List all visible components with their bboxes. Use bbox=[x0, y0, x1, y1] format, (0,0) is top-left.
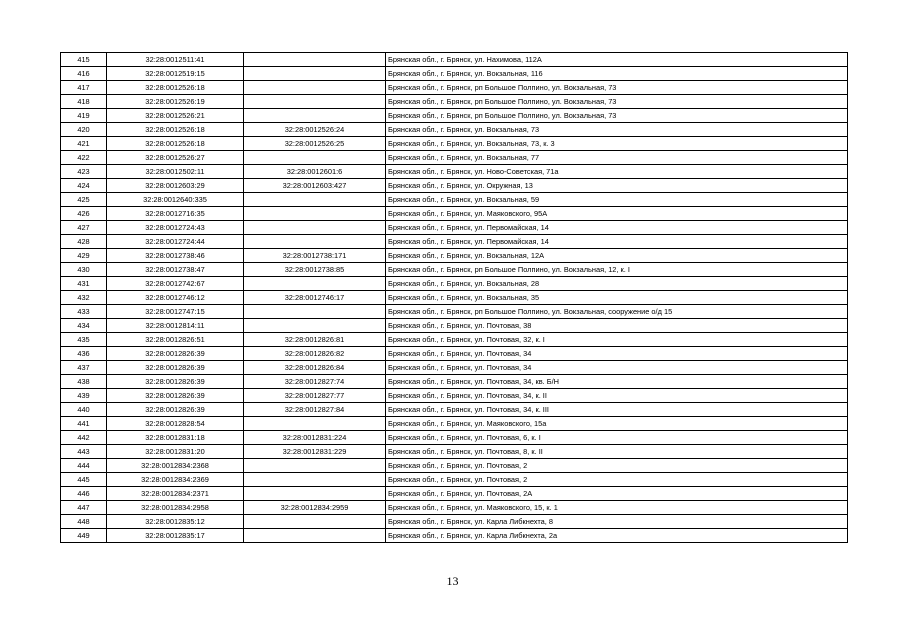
address-cell: Брянская обл., г. Брянск, ул. Почтовая, 34, кв. Б/Н bbox=[386, 375, 848, 389]
row-number-cell: 431 bbox=[61, 277, 107, 291]
row-number-cell: 434 bbox=[61, 319, 107, 333]
related-cadastral-number-cell bbox=[244, 207, 386, 221]
table-row bbox=[61, 375, 848, 389]
table-row bbox=[61, 459, 848, 473]
row-number-cell: 420 bbox=[61, 123, 107, 137]
table-row bbox=[61, 445, 848, 459]
table-row bbox=[61, 347, 848, 361]
row-number-cell: 417 bbox=[61, 81, 107, 95]
cadastral-number-cell: 32:28:0012826:39 bbox=[107, 375, 244, 389]
related-cadastral-number-cell bbox=[244, 459, 386, 473]
cadastral-number-cell: 32:28:0012716:35 bbox=[107, 207, 244, 221]
address-cell: Брянская обл., г. Брянск, ул. Почтовая, 32, к. I bbox=[386, 333, 848, 347]
address-cell: Брянская обл., г. Брянск, рп Большое Полпино, ул. Вокзальная, 12, к. I bbox=[386, 263, 848, 277]
table-row bbox=[61, 487, 848, 501]
table-row bbox=[61, 417, 848, 431]
cadastral-number-cell: 32:28:0012826:39 bbox=[107, 389, 244, 403]
row-number-cell: 425 bbox=[61, 193, 107, 207]
address-cell: Брянская обл., г. Брянск, рп Большое Полпино, ул. Вокзальная, 73 bbox=[386, 81, 848, 95]
address-cell: Брянская обл., г. Брянск, ул. Вокзальная, 73 bbox=[386, 123, 848, 137]
cadastral-number-cell: 32:28:0012519:15 bbox=[107, 67, 244, 81]
address-cell: Брянская обл., г. Брянск, ул. Маяковского, 15, к. 1 bbox=[386, 501, 848, 515]
address-cell: Брянская обл., г. Брянск, ул. Окружная, 13 bbox=[386, 179, 848, 193]
table-row bbox=[61, 249, 848, 263]
row-number-cell: 430 bbox=[61, 263, 107, 277]
row-number-cell: 442 bbox=[61, 431, 107, 445]
table-row bbox=[61, 431, 848, 445]
cadastral-number-cell: 32:28:0012834:2371 bbox=[107, 487, 244, 501]
address-cell: Брянская обл., г. Брянск, ул. Вокзальная, 28 bbox=[386, 277, 848, 291]
cadastral-number-cell: 32:28:0012526:18 bbox=[107, 81, 244, 95]
table-row bbox=[61, 319, 848, 333]
address-cell: Брянская обл., г. Брянск, рп Большое Полпино, ул. Вокзальная, сооружение о/д 15 bbox=[386, 305, 848, 319]
row-number-cell: 424 bbox=[61, 179, 107, 193]
table-row bbox=[61, 221, 848, 235]
cadastral-number-cell: 32:28:0012826:39 bbox=[107, 347, 244, 361]
row-number-cell: 421 bbox=[61, 137, 107, 151]
related-cadastral-number-cell: 32:28:0012826:82 bbox=[244, 347, 386, 361]
cadastral-number-cell: 32:28:0012526:21 bbox=[107, 109, 244, 123]
related-cadastral-number-cell: 32:28:0012827:84 bbox=[244, 403, 386, 417]
row-number-cell: 418 bbox=[61, 95, 107, 109]
row-number-cell: 422 bbox=[61, 151, 107, 165]
address-cell: Брянская обл., г. Брянск, ул. Почтовая, 8, к. II bbox=[386, 445, 848, 459]
cadastral-number-cell: 32:28:0012826:39 bbox=[107, 361, 244, 375]
related-cadastral-number-cell: 32:28:0012603:427 bbox=[244, 179, 386, 193]
cadastral-number-cell: 32:28:0012831:20 bbox=[107, 445, 244, 459]
table-row bbox=[61, 501, 848, 515]
row-number-cell: 432 bbox=[61, 291, 107, 305]
address-cell: Брянская обл., г. Брянск, ул. Ново-Советская, 71а bbox=[386, 165, 848, 179]
address-cell: Брянская обл., г. Брянск, ул. Вокзальная, 59 bbox=[386, 193, 848, 207]
cadastral-number-cell: 32:28:0012826:51 bbox=[107, 333, 244, 347]
cadastral-number-cell: 32:28:0012603:29 bbox=[107, 179, 244, 193]
address-cell: Брянская обл., г. Брянск, ул. Маяковского, 15а bbox=[386, 417, 848, 431]
table-row bbox=[61, 529, 848, 543]
cadastral-number-cell: 32:28:0012724:43 bbox=[107, 221, 244, 235]
row-number-cell: 415 bbox=[61, 53, 107, 67]
table-body bbox=[61, 53, 848, 543]
cadastral-number-cell: 32:28:0012834:2958 bbox=[107, 501, 244, 515]
row-number-cell: 440 bbox=[61, 403, 107, 417]
related-cadastral-number-cell bbox=[244, 305, 386, 319]
related-cadastral-number-cell: 32:28:0012826:84 bbox=[244, 361, 386, 375]
related-cadastral-number-cell: 32:28:0012826:81 bbox=[244, 333, 386, 347]
cadastral-number-cell: 32:28:0012511:41 bbox=[107, 53, 244, 67]
row-number-cell: 448 bbox=[61, 515, 107, 529]
address-cell: Брянская обл., г. Брянск, ул. Почтовая, 34, к. II bbox=[386, 389, 848, 403]
table-row bbox=[61, 473, 848, 487]
related-cadastral-number-cell: 32:28:0012834:2959 bbox=[244, 501, 386, 515]
row-number-cell: 439 bbox=[61, 389, 107, 403]
address-cell: Брянская обл., г. Брянск, ул. Почтовая, 34, к. III bbox=[386, 403, 848, 417]
table-row bbox=[61, 53, 848, 67]
address-cell: Брянская обл., г. Брянск, ул. Вокзальная, 73, к. 3 bbox=[386, 137, 848, 151]
cadastral-number-cell: 32:28:0012526:27 bbox=[107, 151, 244, 165]
table-row bbox=[61, 137, 848, 151]
related-cadastral-number-cell bbox=[244, 319, 386, 333]
related-cadastral-number-cell bbox=[244, 235, 386, 249]
related-cadastral-number-cell bbox=[244, 81, 386, 95]
row-number-cell: 436 bbox=[61, 347, 107, 361]
table-row bbox=[61, 151, 848, 165]
table-row bbox=[61, 165, 848, 179]
related-cadastral-number-cell bbox=[244, 473, 386, 487]
cadastral-number-cell: 32:28:0012828:54 bbox=[107, 417, 244, 431]
related-cadastral-number-cell bbox=[244, 95, 386, 109]
row-number-cell: 438 bbox=[61, 375, 107, 389]
table-row bbox=[61, 235, 848, 249]
table-row bbox=[61, 361, 848, 375]
cadastral-number-cell: 32:28:0012746:12 bbox=[107, 291, 244, 305]
cadastral-number-cell: 32:28:0012826:39 bbox=[107, 403, 244, 417]
cadastral-number-cell: 32:28:0012835:12 bbox=[107, 515, 244, 529]
address-cell: Брянская обл., г. Брянск, ул. Вокзальная, 116 bbox=[386, 67, 848, 81]
related-cadastral-number-cell: 32:28:0012746:17 bbox=[244, 291, 386, 305]
row-number-cell: 419 bbox=[61, 109, 107, 123]
table-row bbox=[61, 291, 848, 305]
cadastral-number-cell: 32:28:0012724:44 bbox=[107, 235, 244, 249]
cadastral-number-cell: 32:28:0012502:11 bbox=[107, 165, 244, 179]
table-row bbox=[61, 193, 848, 207]
related-cadastral-number-cell bbox=[244, 221, 386, 235]
cadastral-number-cell: 32:28:0012640:335 bbox=[107, 193, 244, 207]
row-number-cell: 435 bbox=[61, 333, 107, 347]
related-cadastral-number-cell: 32:28:0012526:24 bbox=[244, 123, 386, 137]
related-cadastral-number-cell bbox=[244, 277, 386, 291]
table-row bbox=[61, 515, 848, 529]
table-row bbox=[61, 207, 848, 221]
related-cadastral-number-cell bbox=[244, 67, 386, 81]
row-number-cell: 441 bbox=[61, 417, 107, 431]
related-cadastral-number-cell: 32:28:0012827:77 bbox=[244, 389, 386, 403]
address-cell: Брянская обл., г. Брянск, рп Большое Полпино, ул. Вокзальная, 73 bbox=[386, 95, 848, 109]
related-cadastral-number-cell bbox=[244, 53, 386, 67]
table-row bbox=[61, 333, 848, 347]
address-cell: Брянская обл., г. Брянск, ул. Вокзальная, 35 bbox=[386, 291, 848, 305]
address-cell: Брянская обл., г. Брянск, ул. Вокзальная, 77 bbox=[386, 151, 848, 165]
cadastral-number-cell: 32:28:0012747:15 bbox=[107, 305, 244, 319]
cadastral-number-cell: 32:28:0012526:18 bbox=[107, 137, 244, 151]
row-number-cell: 444 bbox=[61, 459, 107, 473]
table-row bbox=[61, 263, 848, 277]
row-number-cell: 446 bbox=[61, 487, 107, 501]
cadastral-number-cell: 32:28:0012834:2368 bbox=[107, 459, 244, 473]
address-cell: Брянская обл., г. Брянск, ул. Почтовая, 34 bbox=[386, 347, 848, 361]
related-cadastral-number-cell: 32:28:0012738:171 bbox=[244, 249, 386, 263]
row-number-cell: 433 bbox=[61, 305, 107, 319]
address-cell: Брянская обл., г. Брянск, ул. Маяковского, 95А bbox=[386, 207, 848, 221]
related-cadastral-number-cell bbox=[244, 487, 386, 501]
table-row bbox=[61, 67, 848, 81]
related-cadastral-number-cell: 32:28:0012601:6 bbox=[244, 165, 386, 179]
related-cadastral-number-cell bbox=[244, 151, 386, 165]
related-cadastral-number-cell: 32:28:0012831:224 bbox=[244, 431, 386, 445]
address-cell: Брянская обл., г. Брянск, ул. Почтовая, 6, к. I bbox=[386, 431, 848, 445]
cadastral-number-cell: 32:28:0012814:11 bbox=[107, 319, 244, 333]
table-row bbox=[61, 277, 848, 291]
row-number-cell: 443 bbox=[61, 445, 107, 459]
cadastral-number-cell: 32:28:0012834:2369 bbox=[107, 473, 244, 487]
related-cadastral-number-cell bbox=[244, 109, 386, 123]
table-row bbox=[61, 179, 848, 193]
related-cadastral-number-cell bbox=[244, 193, 386, 207]
address-cell: Брянская обл., г. Брянск, ул. Первомайская, 14 bbox=[386, 221, 848, 235]
cadastral-number-cell: 32:28:0012738:47 bbox=[107, 263, 244, 277]
table-row bbox=[61, 123, 848, 137]
cadastral-number-cell: 32:28:0012526:19 bbox=[107, 95, 244, 109]
row-number-cell: 428 bbox=[61, 235, 107, 249]
row-number-cell: 449 bbox=[61, 529, 107, 543]
related-cadastral-number-cell: 32:28:0012831:229 bbox=[244, 445, 386, 459]
related-cadastral-number-cell: 32:28:0012738:85 bbox=[244, 263, 386, 277]
address-cell: Брянская обл., г. Брянск, ул. Почтовая, 2А bbox=[386, 487, 848, 501]
row-number-cell: 426 bbox=[61, 207, 107, 221]
cadastral-number-cell: 32:28:0012831:18 bbox=[107, 431, 244, 445]
table-row bbox=[61, 81, 848, 95]
row-number-cell: 437 bbox=[61, 361, 107, 375]
address-cell: Брянская обл., г. Брянск, ул. Почтовая, 34 bbox=[386, 361, 848, 375]
row-number-cell: 445 bbox=[61, 473, 107, 487]
page-number: 13 bbox=[446, 574, 459, 588]
address-cell: Брянская обл., г. Брянск, ул. Карла Либкнехта, 2а bbox=[386, 529, 848, 543]
address-cell: Брянская обл., г. Брянск, ул. Карла Либкнехта, 8 bbox=[386, 515, 848, 529]
related-cadastral-number-cell: 32:28:0012526:25 bbox=[244, 137, 386, 151]
cadastral-number-cell: 32:28:0012835:17 bbox=[107, 529, 244, 543]
table-row bbox=[61, 109, 848, 123]
address-cell: Брянская обл., г. Брянск, ул. Нахимова, 112А bbox=[386, 53, 848, 67]
address-cell: Брянская обл., г. Брянск, ул. Почтовая, 2 bbox=[386, 459, 848, 473]
row-number-cell: 447 bbox=[61, 501, 107, 515]
address-cell: Брянская обл., г. Брянск, ул. Первомайская, 14 bbox=[386, 235, 848, 249]
related-cadastral-number-cell bbox=[244, 529, 386, 543]
address-cell: Брянская обл., г. Брянск, ул. Почтовая, 38 bbox=[386, 319, 848, 333]
address-cell: Брянская обл., г. Брянск, ул. Вокзальная, 12А bbox=[386, 249, 848, 263]
table-row bbox=[61, 305, 848, 319]
related-cadastral-number-cell bbox=[244, 515, 386, 529]
table-row bbox=[61, 95, 848, 109]
related-cadastral-number-cell: 32:28:0012827:74 bbox=[244, 375, 386, 389]
cadastral-number-cell: 32:28:0012742:67 bbox=[107, 277, 244, 291]
address-cell: Брянская обл., г. Брянск, рп Большое Полпино, ул. Вокзальная, 73 bbox=[386, 109, 848, 123]
row-number-cell: 429 bbox=[61, 249, 107, 263]
related-cadastral-number-cell bbox=[244, 417, 386, 431]
cadastral-number-cell: 32:28:0012738:46 bbox=[107, 249, 244, 263]
table-row bbox=[61, 389, 848, 403]
cadastral-number-cell: 32:28:0012526:18 bbox=[107, 123, 244, 137]
registry-table bbox=[60, 52, 848, 543]
row-number-cell: 416 bbox=[61, 67, 107, 81]
address-cell: Брянская обл., г. Брянск, ул. Почтовая, 2 bbox=[386, 473, 848, 487]
row-number-cell: 423 bbox=[61, 165, 107, 179]
row-number-cell: 427 bbox=[61, 221, 107, 235]
table-row bbox=[61, 403, 848, 417]
